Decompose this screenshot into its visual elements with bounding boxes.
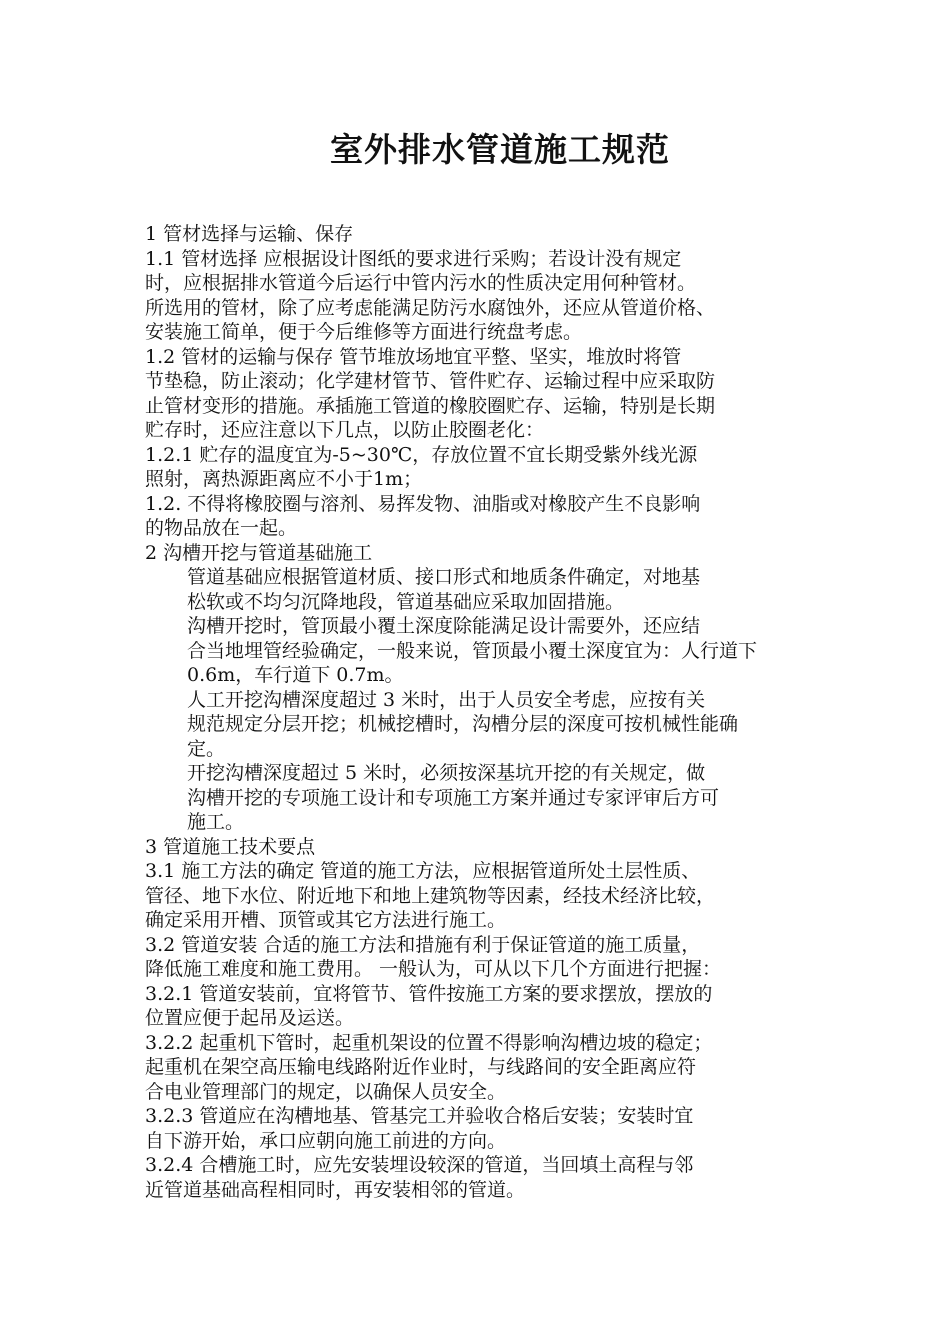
paragraph: [145, 835, 800, 860]
text-line: 安装施工简单，便于今后维修等方面进行统盘考虑。: [145, 321, 583, 343]
text-line: 管径、地下水位、附近地下和地上建筑物等因素，经技术经济比较，: [145, 884, 716, 907]
text-line: 降低施工难度和施工费用。 一般认为，可从以下几个方面进行把握：: [145, 958, 722, 980]
paragraph: [145, 688, 800, 762]
text-line: 人工开挖沟槽深度超过 3 米时，出于人员安全考虑，应按有关: [187, 688, 706, 711]
text-line: 位置应便于起吊及运送。: [145, 1007, 355, 1029]
paragraph: [145, 443, 800, 492]
text-line: 止管材变形的措施。承插施工管道的橡胶圈贮存、运输，特别是长期: [145, 394, 716, 417]
text-line: 1.1 管材选择 应根据设计图纸的要求进行采购；若设计没有规定: [145, 247, 682, 270]
text-line: 1.2 管材的运输与保存 管节堆放场地宜平整、坚实，堆放时将管: [145, 345, 682, 368]
text-line: 3.2.4 合槽施工时，应先安装埋设较深的管道，当回填土高程与邻: [145, 1154, 694, 1176]
paragraph: [145, 982, 800, 1031]
text-line: 2 沟槽开挖与管道基础施工: [145, 541, 373, 564]
text-line: 3.2.1 管道安装前，宜将管节、管件按施工方案的要求摆放，摆放的: [145, 982, 713, 1005]
text-line: 时，应根据排水管道今后运行中管内污水的性质决定用何种管材。: [145, 272, 697, 294]
text-line: 自下游开始，承口应朝向施工前进的方向。: [145, 1129, 507, 1152]
document-title: 室外排水管道施工规范: [330, 130, 670, 169]
text-line: 的物品放在一起。: [145, 517, 298, 539]
text-line: 松软或不均匀沉降地段，管道基础应采取加固措施。: [187, 590, 625, 613]
text-line: 定。: [187, 737, 226, 760]
text-line: 3.2.3 管道应在沟槽地基、管基完工并验收合格后安装；安装时宜: [145, 1105, 694, 1127]
paragraph: [145, 345, 800, 443]
text-line: 节垫稳，防止滚动；化学建材管节、管件贮存、运输过程中应采取防: [145, 370, 716, 392]
paragraph: [145, 565, 800, 614]
text-line: 沟槽开挖的专项施工设计和专项施工方案并通过专家评审后方可: [187, 786, 720, 809]
text-line: 近管道基础高程相同时，再安装相邻的管道。: [145, 1178, 526, 1201]
text-line: 开挖沟槽深度超过 5 米时，必须按深基坑开挖的有关规定，做: [187, 762, 706, 784]
paragraph: [145, 222, 800, 247]
paragraph: [145, 1153, 800, 1202]
text-line: 1.2.1 贮存的温度宜为-5~30℃，存放位置不宜长期受紫外线光源: [145, 443, 698, 466]
paragraph: [145, 933, 800, 982]
text-line: 管道基础应根据管道材质、接口形式和地质条件确定，对地基: [187, 566, 701, 588]
text-line: 所选用的管材，除了应考虑能满足防污水腐蚀外，还应从管道价格、: [145, 296, 716, 319]
paragraph: [145, 247, 800, 345]
text-line: 3.2.2 起重机下管时，起重机架设的位置不得影响沟槽边坡的稳定；: [145, 1031, 713, 1054]
paragraph: [145, 614, 800, 688]
text-line: 确定采用开槽、顶管或其它方法进行施工。: [145, 909, 507, 931]
text-line: 施工。: [187, 811, 245, 833]
text-line: 3 管道施工技术要点: [145, 835, 316, 858]
text-line: 照射，离热源距离应不小于1m；: [145, 468, 423, 490]
paragraph: [145, 1031, 800, 1105]
document-body: [145, 222, 800, 1202]
text-line: 沟槽开挖时，管顶最小覆土深度除能满足设计需要外，还应结: [187, 615, 701, 637]
text-line: 贮存时，还应注意以下几点，以防止胶圈老化：: [145, 419, 545, 441]
paragraph: [145, 761, 800, 835]
text-line: 合当地埋管经验确定，一般来说，管顶最小覆土深度宜为：人行道下: [187, 639, 758, 662]
text-line: 起重机在架空高压输电线路附近作业时，与线路间的安全距离应符: [145, 1056, 697, 1078]
text-line: 3.2 管道安装 合适的施工方法和措施有利于保证管道的施工质量，: [145, 933, 701, 956]
paragraph: [145, 859, 800, 933]
text-line: 3.1 施工方法的确定 管道的施工方法，应根据管道所处土层性质、: [145, 860, 701, 882]
paragraph: [145, 492, 800, 541]
paragraph: [145, 541, 800, 566]
paragraph: [145, 1104, 800, 1153]
text-line: 规范规定分层开挖；机械挖槽时，沟槽分层的深度可按机械性能确: [187, 713, 739, 735]
text-line: 1.2. 不得将橡胶圈与溶剂、易挥发物、油脂或对橡胶产生不良影响: [145, 492, 701, 515]
text-line: 0.6m，车行道下 0.7m。: [187, 664, 404, 686]
text-line: 1 管材选择与运输、保存: [145, 223, 354, 245]
text-line: 合电业管理部门的规定，以确保人员安全。: [145, 1080, 507, 1103]
